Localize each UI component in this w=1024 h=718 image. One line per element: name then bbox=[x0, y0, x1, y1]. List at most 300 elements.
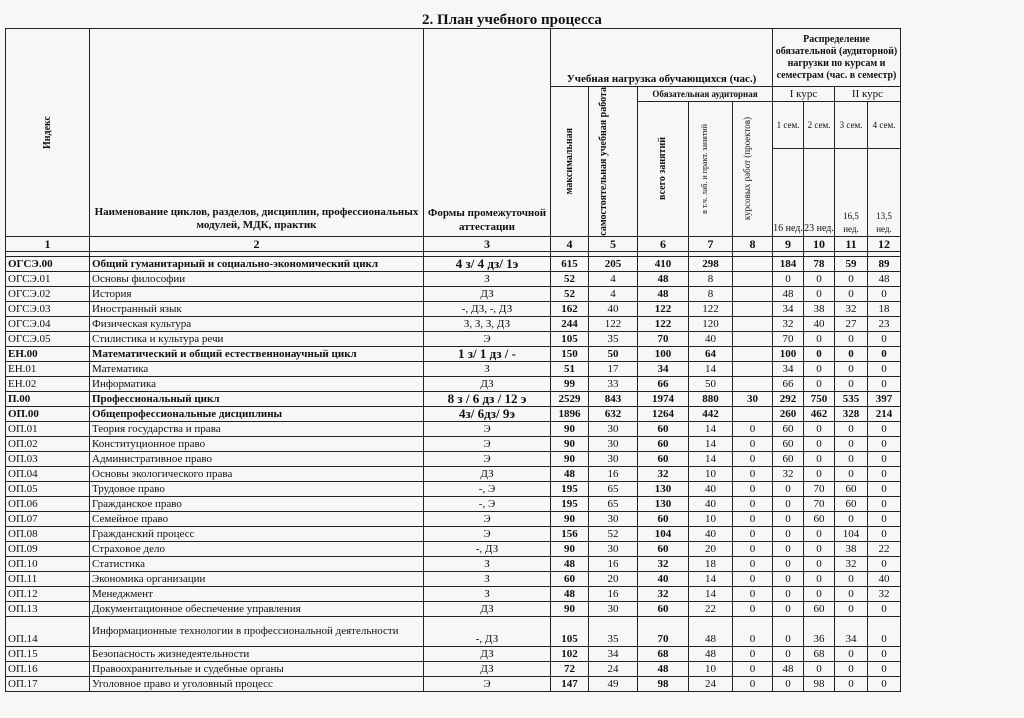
cell-total: 104 bbox=[638, 526, 689, 541]
cell-sem1: 0 bbox=[773, 616, 804, 646]
cell-self: 30 bbox=[589, 436, 638, 451]
cell-total: 48 bbox=[638, 271, 689, 286]
header-weeks3-unit: нед. bbox=[843, 223, 859, 234]
cell-course-works: 0 bbox=[733, 661, 773, 676]
cell-total: 410 bbox=[638, 256, 689, 271]
cell-forms: ДЗ bbox=[424, 661, 551, 676]
cell-sem3: 104 bbox=[835, 526, 868, 541]
cell-total: 60 bbox=[638, 421, 689, 436]
cell-total: 70 bbox=[638, 616, 689, 646]
cell-lab: 24 bbox=[689, 676, 733, 691]
cell-self: 30 bbox=[589, 511, 638, 526]
cell-course-works: 0 bbox=[733, 616, 773, 646]
discipline-row bbox=[6, 571, 901, 586]
cell-lab: 8 bbox=[689, 286, 733, 301]
cell-name: Иностранный язык bbox=[90, 301, 424, 316]
cell-sem1: 70 bbox=[773, 331, 804, 346]
cell-forms: 8 з / 6 дз / 12 э bbox=[424, 391, 551, 406]
cell-name: Трудовое право bbox=[90, 481, 424, 496]
cell-sem2: 750 bbox=[804, 391, 835, 406]
cell-sem2: 0 bbox=[804, 436, 835, 451]
cell-sem4: 0 bbox=[868, 421, 901, 436]
cell-self: 24 bbox=[589, 661, 638, 676]
cell-sem4: 0 bbox=[868, 526, 901, 541]
cell-sem1: 34 bbox=[773, 301, 804, 316]
header-weeks2: 23 нед. bbox=[804, 148, 835, 236]
column-number: 7 bbox=[689, 236, 733, 251]
header-course-works: курсовых работ (проектов) bbox=[733, 102, 773, 237]
header-course1: I курс bbox=[773, 87, 835, 102]
cell-max: 102 bbox=[551, 646, 589, 661]
cell-sem3: 0 bbox=[835, 376, 868, 391]
cell-max: 156 bbox=[551, 526, 589, 541]
cell-lab: 40 bbox=[689, 496, 733, 511]
cell-course-works: 0 bbox=[733, 556, 773, 571]
cell-sem4: 32 bbox=[868, 586, 901, 601]
cell-total: 122 bbox=[638, 301, 689, 316]
discipline-row bbox=[6, 301, 901, 316]
header-weeks4-value: 13,5 bbox=[876, 210, 892, 221]
cell-self: 205 bbox=[589, 256, 638, 271]
cell-total: 130 bbox=[638, 496, 689, 511]
cell-sem4: 89 bbox=[868, 256, 901, 271]
cell-forms: 4 з/ 4 дз/ 1э bbox=[424, 256, 551, 271]
cell-total: 34 bbox=[638, 361, 689, 376]
cell-course-works bbox=[733, 286, 773, 301]
cell-sem4: 0 bbox=[868, 556, 901, 571]
cell-name: Правоохранительные и судебные органы bbox=[90, 661, 424, 676]
cell-sem2: 68 bbox=[804, 646, 835, 661]
cell-max: 48 bbox=[551, 466, 589, 481]
cell-max: 72 bbox=[551, 661, 589, 676]
cell-sem2: 60 bbox=[804, 601, 835, 616]
cell-index: ОП.15 bbox=[6, 646, 90, 661]
header-weeks3-value: 16,5 bbox=[843, 210, 859, 221]
cell-index: ОП.11 bbox=[6, 571, 90, 586]
section-row bbox=[6, 406, 901, 421]
cell-name: Документационное обеспечение управления bbox=[90, 601, 424, 616]
cell-course-works bbox=[733, 271, 773, 286]
cell-sem4: 0 bbox=[868, 436, 901, 451]
cell-total: 98 bbox=[638, 676, 689, 691]
cell-sem1: 60 bbox=[773, 451, 804, 466]
discipline-row bbox=[6, 271, 901, 286]
cell-max: 105 bbox=[551, 616, 589, 646]
cell-sem3: 0 bbox=[835, 571, 868, 586]
cell-sem1: 0 bbox=[773, 541, 804, 556]
cell-sem1: 34 bbox=[773, 361, 804, 376]
cell-name: Информационные технологии в профессиональной деятельности bbox=[90, 616, 424, 646]
cell-self: 4 bbox=[589, 271, 638, 286]
cell-sem4: 0 bbox=[868, 451, 901, 466]
cell-index: ОГСЭ.05 bbox=[6, 331, 90, 346]
cell-self: 30 bbox=[589, 601, 638, 616]
discipline-row bbox=[6, 436, 901, 451]
column-number: 6 bbox=[638, 236, 689, 251]
cell-self: 20 bbox=[589, 571, 638, 586]
cell-sem3: 0 bbox=[835, 676, 868, 691]
cell-sem2: 0 bbox=[804, 661, 835, 676]
cell-forms: -, Э bbox=[424, 496, 551, 511]
discipline-row bbox=[6, 466, 901, 481]
cell-self: 632 bbox=[589, 406, 638, 421]
cell-total: 1264 bbox=[638, 406, 689, 421]
cell-total: 60 bbox=[638, 436, 689, 451]
cell-forms: ДЗ bbox=[424, 286, 551, 301]
cell-sem4: 23 bbox=[868, 316, 901, 331]
cell-name: Безопасность жизнедеятельности bbox=[90, 646, 424, 661]
cell-lab: 40 bbox=[689, 526, 733, 541]
cell-lab: 64 bbox=[689, 346, 733, 361]
discipline-row bbox=[6, 556, 901, 571]
cell-self: 35 bbox=[589, 331, 638, 346]
cell-course-works: 30 bbox=[733, 391, 773, 406]
cell-forms: Э bbox=[424, 511, 551, 526]
cell-lab: 48 bbox=[689, 616, 733, 646]
cell-sem4: 0 bbox=[868, 481, 901, 496]
cell-total: 100 bbox=[638, 346, 689, 361]
cell-forms: Э bbox=[424, 421, 551, 436]
cell-forms: З bbox=[424, 271, 551, 286]
cell-sem1: 0 bbox=[773, 676, 804, 691]
cell-self: 30 bbox=[589, 421, 638, 436]
cell-sem2: 78 bbox=[804, 256, 835, 271]
cell-index: ОГСЭ.04 bbox=[6, 316, 90, 331]
header-sem2: 2 сем. bbox=[804, 102, 835, 149]
cell-index: ЕН.00 bbox=[6, 346, 90, 361]
cell-sem3: 0 bbox=[835, 436, 868, 451]
cell-lab: 442 bbox=[689, 406, 733, 421]
cell-sem2: 0 bbox=[804, 451, 835, 466]
cell-max: 162 bbox=[551, 301, 589, 316]
cell-sem2: 60 bbox=[804, 511, 835, 526]
cell-sem3: 0 bbox=[835, 361, 868, 376]
cell-self: 34 bbox=[589, 646, 638, 661]
cell-index: ОП.07 bbox=[6, 511, 90, 526]
cell-sem1: 0 bbox=[773, 496, 804, 511]
cell-sem2: 0 bbox=[804, 571, 835, 586]
cell-sem4: 0 bbox=[868, 361, 901, 376]
cell-sem1: 0 bbox=[773, 556, 804, 571]
cell-lab: 14 bbox=[689, 571, 733, 586]
cell-lab: 10 bbox=[689, 466, 733, 481]
cell-forms: ДЗ bbox=[424, 601, 551, 616]
header-sem3: 3 сем. bbox=[835, 102, 868, 149]
cell-sem1: 60 bbox=[773, 436, 804, 451]
cell-forms: З bbox=[424, 586, 551, 601]
discipline-row bbox=[6, 496, 901, 511]
cell-sem1: 0 bbox=[773, 526, 804, 541]
cell-lab: 14 bbox=[689, 361, 733, 376]
cell-total: 40 bbox=[638, 571, 689, 586]
cell-forms: -, ДЗ, -, ДЗ bbox=[424, 301, 551, 316]
discipline-row bbox=[6, 616, 901, 646]
column-numbers-row bbox=[6, 236, 901, 251]
cell-sem1: 0 bbox=[773, 586, 804, 601]
cell-max: 52 bbox=[551, 271, 589, 286]
cell-total: 60 bbox=[638, 511, 689, 526]
cell-course-works: 0 bbox=[733, 481, 773, 496]
discipline-row bbox=[6, 586, 901, 601]
cell-sem4: 0 bbox=[868, 496, 901, 511]
cell-name: Общепрофессиональные дисциплины bbox=[90, 406, 424, 421]
cell-max: 48 bbox=[551, 556, 589, 571]
column-number: 8 bbox=[733, 236, 773, 251]
column-number: 10 bbox=[804, 236, 835, 251]
cell-name: Менеджмент bbox=[90, 586, 424, 601]
cell-lab: 14 bbox=[689, 586, 733, 601]
cell-sem1: 32 bbox=[773, 466, 804, 481]
cell-name: Основы экологического права bbox=[90, 466, 424, 481]
cell-total: 68 bbox=[638, 646, 689, 661]
cell-self: 50 bbox=[589, 346, 638, 361]
cell-forms: -, ДЗ bbox=[424, 541, 551, 556]
cell-forms: З, З, З, ДЗ bbox=[424, 316, 551, 331]
cell-sem1: 100 bbox=[773, 346, 804, 361]
cell-sem1: 0 bbox=[773, 511, 804, 526]
cell-forms: З bbox=[424, 571, 551, 586]
cell-lab: 120 bbox=[689, 316, 733, 331]
discipline-row bbox=[6, 376, 901, 391]
cell-total: 48 bbox=[638, 661, 689, 676]
cell-max: 51 bbox=[551, 361, 589, 376]
cell-index: ОГСЭ.03 bbox=[6, 301, 90, 316]
cell-index: ОП.09 bbox=[6, 541, 90, 556]
cell-sem2: 0 bbox=[804, 421, 835, 436]
cell-sem4: 0 bbox=[868, 466, 901, 481]
cell-index: ОП.03 bbox=[6, 451, 90, 466]
cell-total: 70 bbox=[638, 331, 689, 346]
cell-name: Гражданское право bbox=[90, 496, 424, 511]
cell-name: Физическая культура bbox=[90, 316, 424, 331]
cell-self: 40 bbox=[589, 301, 638, 316]
cell-sem4: 0 bbox=[868, 286, 901, 301]
cell-index: ОГСЭ.02 bbox=[6, 286, 90, 301]
cell-index: ОП.17 bbox=[6, 676, 90, 691]
cell-sem3: 535 bbox=[835, 391, 868, 406]
cell-index: ОП.10 bbox=[6, 556, 90, 571]
cell-index: ОП.06 bbox=[6, 496, 90, 511]
cell-sem4: 0 bbox=[868, 676, 901, 691]
cell-sem1: 32 bbox=[773, 316, 804, 331]
header-weeks3 bbox=[835, 148, 868, 236]
cell-name: Информатика bbox=[90, 376, 424, 391]
cell-sem2: 462 bbox=[804, 406, 835, 421]
cell-name: Математика bbox=[90, 361, 424, 376]
cell-max: 60 bbox=[551, 571, 589, 586]
cell-course-works: 0 bbox=[733, 526, 773, 541]
cell-sem2: 0 bbox=[804, 331, 835, 346]
cell-course-works: 0 bbox=[733, 496, 773, 511]
cell-max: 2529 bbox=[551, 391, 589, 406]
cell-sem2: 36 bbox=[804, 616, 835, 646]
cell-total: 48 bbox=[638, 286, 689, 301]
cell-sem2: 0 bbox=[804, 271, 835, 286]
cell-course-works: 0 bbox=[733, 421, 773, 436]
cell-lab: 40 bbox=[689, 481, 733, 496]
discipline-row bbox=[6, 361, 901, 376]
cell-index: ОП.00 bbox=[6, 406, 90, 421]
cell-forms: ДЗ bbox=[424, 466, 551, 481]
header-index: Индекс bbox=[6, 29, 90, 237]
cell-lab: 48 bbox=[689, 646, 733, 661]
cell-self: 4 bbox=[589, 286, 638, 301]
discipline-row bbox=[6, 676, 901, 691]
cell-course-works: 0 bbox=[733, 466, 773, 481]
cell-total: 60 bbox=[638, 601, 689, 616]
cell-index: ОП.01 bbox=[6, 421, 90, 436]
cell-name: Статистика bbox=[90, 556, 424, 571]
cell-sem4: 0 bbox=[868, 646, 901, 661]
cell-index: ОП.12 bbox=[6, 586, 90, 601]
cell-max: 90 bbox=[551, 511, 589, 526]
cell-sem2: 0 bbox=[804, 556, 835, 571]
header-course2: II курс bbox=[835, 87, 901, 102]
cell-sem1: 48 bbox=[773, 286, 804, 301]
cell-max: 52 bbox=[551, 286, 589, 301]
cell-course-works bbox=[733, 316, 773, 331]
cell-sem4: 0 bbox=[868, 616, 901, 646]
cell-max: 90 bbox=[551, 421, 589, 436]
column-number: 1 bbox=[6, 236, 90, 251]
cell-name: Конституционное право bbox=[90, 436, 424, 451]
header-forms: Формы промежуточной аттестации bbox=[424, 29, 551, 237]
cell-sem3: 32 bbox=[835, 556, 868, 571]
cell-forms: 4з/ 6дз/ 9э bbox=[424, 406, 551, 421]
cell-max: 90 bbox=[551, 601, 589, 616]
cell-sem3: 0 bbox=[835, 511, 868, 526]
cell-max: 615 bbox=[551, 256, 589, 271]
cell-sem3: 0 bbox=[835, 331, 868, 346]
cell-lab: 22 bbox=[689, 601, 733, 616]
cell-lab: 880 bbox=[689, 391, 733, 406]
header-weeks1: 16 нед. bbox=[773, 148, 804, 236]
cell-course-works: 0 bbox=[733, 601, 773, 616]
cell-sem1: 260 bbox=[773, 406, 804, 421]
cell-sem1: 0 bbox=[773, 271, 804, 286]
cell-index: ОП.13 bbox=[6, 601, 90, 616]
cell-forms: Э bbox=[424, 676, 551, 691]
cell-forms: Э bbox=[424, 436, 551, 451]
discipline-row bbox=[6, 601, 901, 616]
header-self: самостоятельная учебная работа bbox=[589, 87, 638, 237]
cell-max: 195 bbox=[551, 496, 589, 511]
cell-total: 32 bbox=[638, 466, 689, 481]
cell-course-works bbox=[733, 361, 773, 376]
curriculum-table bbox=[5, 28, 901, 692]
cell-self: 52 bbox=[589, 526, 638, 541]
cell-index: ОП.04 bbox=[6, 466, 90, 481]
header-sem1: 1 сем. bbox=[773, 102, 804, 149]
cell-sem2: 70 bbox=[804, 481, 835, 496]
cell-sem3: 0 bbox=[835, 346, 868, 361]
cell-sem2: 0 bbox=[804, 361, 835, 376]
cell-course-works: 0 bbox=[733, 571, 773, 586]
header-load: Учебная нагрузка обучающихся (час.) bbox=[551, 29, 773, 87]
cell-lab: 14 bbox=[689, 436, 733, 451]
cell-forms: Э bbox=[424, 331, 551, 346]
cell-sem3: 60 bbox=[835, 481, 868, 496]
cell-index: ОП.14 bbox=[6, 616, 90, 646]
cell-course-works: 0 bbox=[733, 451, 773, 466]
cell-sem2: 0 bbox=[804, 586, 835, 601]
cell-course-works bbox=[733, 346, 773, 361]
cell-name: Основы философии bbox=[90, 271, 424, 286]
column-number: 5 bbox=[589, 236, 638, 251]
discipline-row bbox=[6, 316, 901, 331]
cell-sem4: 48 bbox=[868, 271, 901, 286]
column-number: 3 bbox=[424, 236, 551, 251]
cell-lab: 298 bbox=[689, 256, 733, 271]
cell-index: ЕН.01 bbox=[6, 361, 90, 376]
cell-total: 66 bbox=[638, 376, 689, 391]
section-row bbox=[6, 346, 901, 361]
cell-sem4: 214 bbox=[868, 406, 901, 421]
cell-name: Уголовное право и уголовный процесс bbox=[90, 676, 424, 691]
cell-lab: 10 bbox=[689, 511, 733, 526]
cell-forms: Э bbox=[424, 526, 551, 541]
cell-sem1: 60 bbox=[773, 421, 804, 436]
cell-sem1: 0 bbox=[773, 571, 804, 586]
cell-total: 122 bbox=[638, 316, 689, 331]
cell-sem4: 0 bbox=[868, 511, 901, 526]
cell-sem3: 0 bbox=[835, 421, 868, 436]
cell-lab: 8 bbox=[689, 271, 733, 286]
cell-max: 147 bbox=[551, 676, 589, 691]
cell-lab: 20 bbox=[689, 541, 733, 556]
cell-sem2: 98 bbox=[804, 676, 835, 691]
cell-lab: 122 bbox=[689, 301, 733, 316]
header-distribution: Распределение обязательной (аудиторной) нагрузки по курсам и семестрам (час. в семестр) bbox=[773, 29, 901, 87]
header-total: всего занятий bbox=[638, 102, 689, 237]
cell-name: Общий гуманитарный и социально-экономический цикл bbox=[90, 256, 424, 271]
discipline-row bbox=[6, 541, 901, 556]
cell-sem3: 0 bbox=[835, 451, 868, 466]
discipline-row bbox=[6, 661, 901, 676]
cell-sem4: 0 bbox=[868, 331, 901, 346]
cell-self: 30 bbox=[589, 451, 638, 466]
cell-course-works bbox=[733, 301, 773, 316]
cell-sem2: 38 bbox=[804, 301, 835, 316]
cell-forms: ДЗ bbox=[424, 646, 551, 661]
cell-name: Страховое дело bbox=[90, 541, 424, 556]
header-sem4: 4 сем. bbox=[868, 102, 901, 149]
cell-sem1: 0 bbox=[773, 601, 804, 616]
cell-lab: 40 bbox=[689, 331, 733, 346]
cell-sem1: 184 bbox=[773, 256, 804, 271]
cell-name: Экономика организации bbox=[90, 571, 424, 586]
cell-sem3: 328 bbox=[835, 406, 868, 421]
cell-course-works: 0 bbox=[733, 586, 773, 601]
cell-index: ОП.08 bbox=[6, 526, 90, 541]
cell-forms: З bbox=[424, 556, 551, 571]
discipline-row bbox=[6, 646, 901, 661]
cell-index: ОП.02 bbox=[6, 436, 90, 451]
cell-self: 65 bbox=[589, 481, 638, 496]
cell-self: 843 bbox=[589, 391, 638, 406]
cell-lab: 14 bbox=[689, 451, 733, 466]
cell-course-works: 0 bbox=[733, 436, 773, 451]
cell-sem1: 66 bbox=[773, 376, 804, 391]
cell-total: 32 bbox=[638, 556, 689, 571]
cell-max: 1896 bbox=[551, 406, 589, 421]
column-number: 11 bbox=[835, 236, 868, 251]
cell-course-works bbox=[733, 376, 773, 391]
cell-name: История bbox=[90, 286, 424, 301]
cell-total: 130 bbox=[638, 481, 689, 496]
cell-forms: Э bbox=[424, 451, 551, 466]
cell-name: Административное право bbox=[90, 451, 424, 466]
